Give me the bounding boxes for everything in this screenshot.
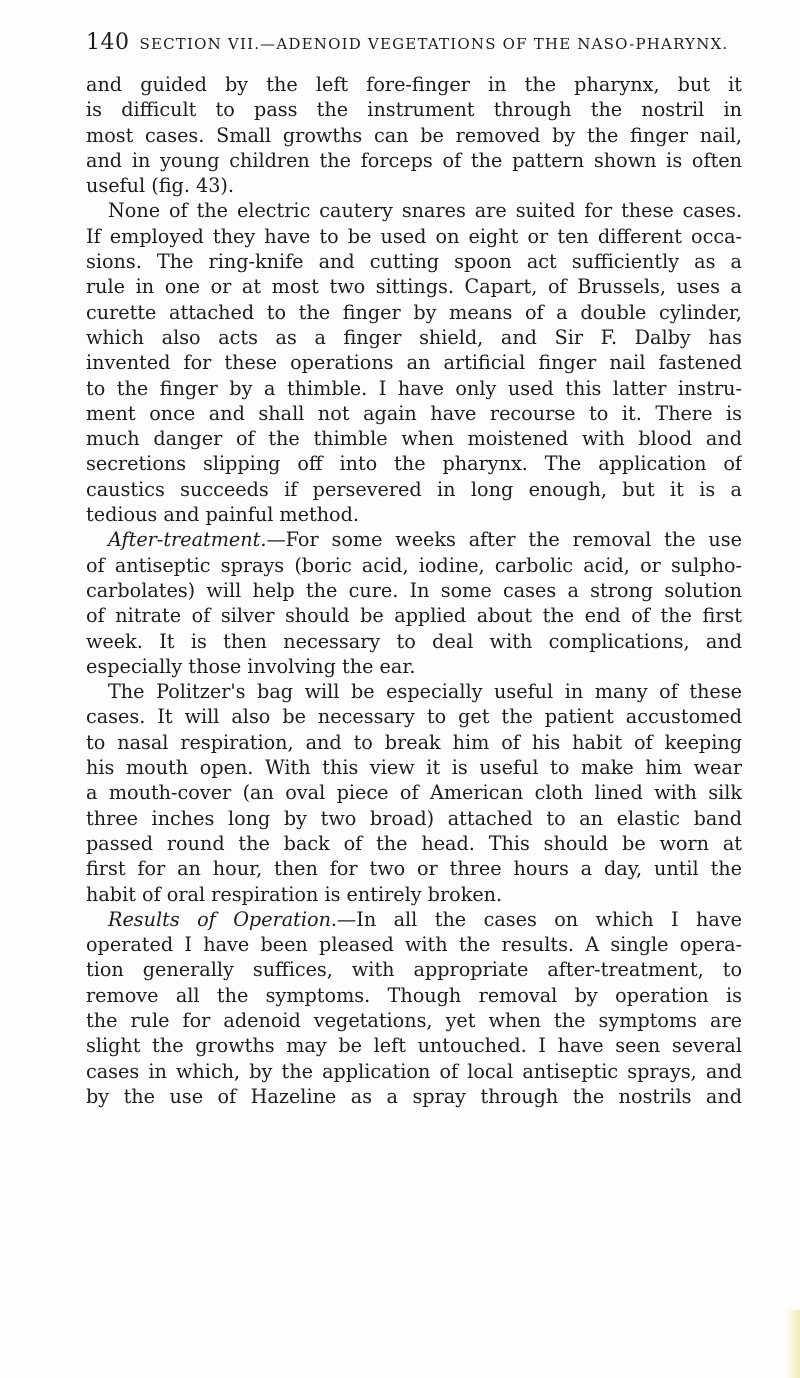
text-line: The Politzer's bag will be especially useful in many of these xyxy=(108,680,742,704)
text-line: week. It is then necessary to deal with complications, and xyxy=(86,629,742,653)
section-heading-after-treatment: After-treatment. xyxy=(108,528,267,552)
text-line: and in young children the forceps of the pattern shown is often xyxy=(86,148,742,172)
text-line: the rule for adenoid vegetations, yet when the symptoms are xyxy=(86,1008,742,1032)
text-line: first for an hour, then for two or three hours a day, until the xyxy=(86,857,742,881)
text-line: habit of oral respiration is entirely broken. xyxy=(86,882,503,906)
text-line: three inches long by two broad) attached to an elastic band xyxy=(86,806,742,830)
text-line: tedious and painful method. xyxy=(86,503,359,527)
running-head: SECTION VII.—ADENOID VEGETATIONS OF THE NASO-PHARYNX. xyxy=(139,35,729,53)
text-line: operated I have been pleased with the results. A single opera- xyxy=(86,933,742,957)
text-line: which also acts as a finger shield, and Sir F. Dalby has xyxy=(86,325,742,349)
text-line: invented for these operations an artificial finger nail fastened xyxy=(86,351,742,375)
page-edge-stain xyxy=(786,1310,800,1378)
text-line: by the use of Hazeline as a spray through the nostrils and xyxy=(86,1084,742,1108)
text-line: cases. It will also be necessary to get the patient accustomed xyxy=(86,705,742,729)
text-line: slight the growths may be left untouched. I have seen several xyxy=(86,1034,742,1058)
text-line: of antiseptic sprays (boric acid, iodine, carbolic acid, or sulpho- xyxy=(86,553,742,577)
text-line: is difficult to pass the instrument through the nostril in xyxy=(86,98,742,122)
text-line: useful (fig. 43). xyxy=(86,174,235,198)
text-line: cases in which, by the application of local antiseptic sprays, and xyxy=(86,1059,742,1083)
section-heading-results: Results of Operation. xyxy=(108,907,338,931)
text-line: a mouth-cover (an oval piece of American cloth lined with silk xyxy=(86,781,742,805)
text-line: remove all the symptoms. Though removal by operation is xyxy=(86,983,742,1007)
text-line: much danger of the thimble when moistened with blood and xyxy=(86,427,742,451)
text-line: to the finger by a thimble. I have only used this latter instru- xyxy=(86,376,742,400)
text-line: secretions slipping off into the pharynx. The application of xyxy=(86,452,742,476)
body-text xyxy=(86,72,742,1109)
text-line-rest: —For some weeks after the removal the use xyxy=(266,528,742,552)
text-line: carbolates) will help the cure. In some cases a strong solution xyxy=(86,578,742,602)
text-line: sions. The ring-knife and cutting spoon act sufficiently as a xyxy=(86,250,742,274)
text-line: of nitrate of silver should be applied about the end of the first xyxy=(86,604,742,628)
text-line: curette attached to the finger by means of a double cylinder, xyxy=(86,300,742,324)
text-line: and guided by the left fore-finger in the pharynx, but it xyxy=(86,73,742,96)
text-line: passed round the back of the head. This should be worn at xyxy=(86,831,742,855)
text-line: tion generally suffices, with appropriate after-treatment, to xyxy=(86,958,742,982)
text-line: rule in one or at most two sittings. Capart, of Brussels, uses a xyxy=(86,275,742,299)
text-line: None of the electric cautery snares are suited for these cases. xyxy=(108,199,742,223)
text-line: ment once and shall not again have recourse to it. There is xyxy=(86,401,742,425)
text-line: to nasal respiration, and to break him of his habit of keeping xyxy=(86,730,742,754)
text-line: most cases. Small growths can be removed by the finger nail, xyxy=(86,123,742,147)
text-line xyxy=(86,907,742,932)
text-line-rest: —In all the cases on which I have xyxy=(337,907,742,931)
page-number: 140 xyxy=(86,30,130,55)
text-line: If employed they have to be used on eight or ten different occa- xyxy=(86,224,742,248)
text-line xyxy=(86,527,742,552)
text-line: caustics succeeds if persevered in long enough, but it is a xyxy=(86,477,742,501)
text-line: especially those involving the ear. xyxy=(86,654,416,678)
page-header xyxy=(86,30,742,62)
text-line: his mouth open. With this view it is useful to make him wear xyxy=(86,756,742,780)
